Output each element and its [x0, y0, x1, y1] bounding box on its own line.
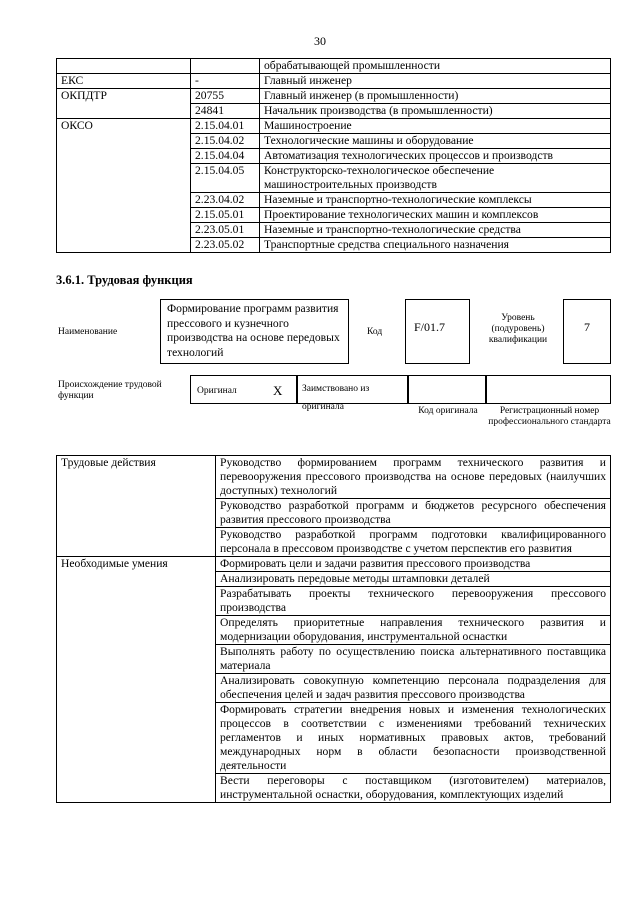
classifier-title: Проектирование технологических машин и комплексов [260, 208, 611, 223]
group-label: Необходимые умения [57, 557, 216, 803]
required-skill: Формировать цели и задачи развития прессового производства [216, 557, 611, 572]
level-label: Уровень (подуровень) квалификации [488, 313, 548, 345]
original-cell [190, 375, 297, 404]
reg-number-caption: Регистрационный номер профессионального стандарта [488, 406, 611, 427]
classifier-name: ОКСО [57, 119, 191, 253]
classifier-row [57, 59, 611, 74]
classifier-title: Технологические машины и оборудование [260, 134, 611, 149]
required-skill: Анализировать передовые методы штамповки деталей [216, 572, 611, 587]
classifier-code: 2.15.04.05 [191, 164, 260, 193]
labor-action: Руководство разработкой программ и бюджетов ресурсного обеспечения развития прессового производства [216, 499, 611, 528]
labor-function-table [56, 455, 611, 803]
borrowed-label: Заимствовано из оригинала [302, 384, 370, 412]
classifier-title: Главный инженер [260, 74, 611, 89]
group-label: Трудовые действия [57, 456, 216, 557]
classifier-title: Главный инженер (в промышленности) [260, 89, 611, 104]
original-label: Оригинал [197, 386, 237, 396]
classifier-code [191, 59, 260, 74]
classifier-code: - [191, 74, 260, 89]
required-skill: Вести переговоры с поставщиком (изготовителем) материалов, инструментальной оснастки, оборудования, комплектующих изделий [216, 774, 611, 803]
classifier-code: 24841 [191, 104, 260, 119]
function-code: F/01.7 [405, 299, 470, 364]
classifier-row [57, 119, 611, 134]
origin-label: Происхождение трудовой функции [58, 380, 162, 401]
classifier-title: Транспортные средства специального назначения [260, 238, 611, 253]
classifier-code: 20755 [191, 89, 260, 104]
table-row [57, 557, 611, 572]
required-skill: Выполнять работу по осуществлению поиска альтернативного поставщика материала [216, 645, 611, 674]
classifier-title: Наземные и транспортно-технологические средства [260, 223, 611, 238]
name-label: Наименование [58, 327, 118, 337]
section-title: 3.6.1. Трудовая функция [56, 273, 193, 287]
classifier-title: Машиностроение [260, 119, 611, 134]
required-skill: Разрабатывать проекты технического перевооружения прессового производства [216, 587, 611, 616]
labor-action: Руководство формированием программ технического развития и перевооружения прессового производства на основе передовых (наилучших доступных) технологий [216, 456, 611, 499]
borrowed-cell [297, 375, 408, 412]
code-label: Код [367, 327, 383, 337]
classifier-code: 2.15.05.01 [191, 208, 260, 223]
classifier-code: 2.15.04.04 [191, 149, 260, 164]
required-skill: Определять приоритетные направления технического развития и модернизации оборудования, инструментальной оснастки [216, 616, 611, 645]
classifier-name: ЕКС [57, 74, 191, 89]
required-skill: Формировать стратегии внедрения новых и изменения технологических процессов в соответствии с изменениями требований технических регламентов и иных нормативных правовых актов, требований международных норм в области безопасности производственной деятельности [216, 703, 611, 774]
qualification-level: 7 [563, 299, 611, 364]
classifier-row [57, 74, 611, 89]
function-name: Формирование программ развития прессового и кузнечного производства на основе передовых технологий [160, 299, 349, 364]
classifier-title: Автоматизация технологических процессов и производств [260, 149, 611, 164]
classifier-title: обрабатывающей промышленности [260, 59, 611, 74]
classifier-code: 2.23.04.02 [191, 193, 260, 208]
page-number: 30 [314, 34, 326, 48]
classifier-code: 2.15.04.02 [191, 134, 260, 149]
classifier-name [57, 59, 191, 74]
classifier-code: 2.15.04.01 [191, 119, 260, 134]
classifier-code: 2.23.05.02 [191, 238, 260, 253]
original-code-cell [408, 375, 486, 404]
original-mark: X [273, 383, 283, 398]
classifier-title: Начальник производства (в промышленности) [260, 104, 611, 119]
table-row [57, 456, 611, 499]
classifier-row [57, 89, 611, 104]
code-original-caption: Код оригинала [418, 406, 478, 416]
classifier-name: ОКПДТР [57, 89, 191, 119]
classifier-title: Наземные и транспортно-технологические комплексы [260, 193, 611, 208]
classifier-code: 2.23.05.01 [191, 223, 260, 238]
classifier-title: Конструкторско-технологическое обеспечение машиностроительных производств [260, 164, 611, 193]
labor-action: Руководство разработкой программ подготовки квалифицированного персонала в прессовом производстве с учетом перспектив его развития [216, 528, 611, 557]
classifier-table [56, 58, 611, 253]
required-skill: Анализировать совокупную компетенцию персонала подразделения для обеспечения целей и задач развития прессового производства [216, 674, 611, 703]
reg-number-cell [486, 375, 611, 404]
